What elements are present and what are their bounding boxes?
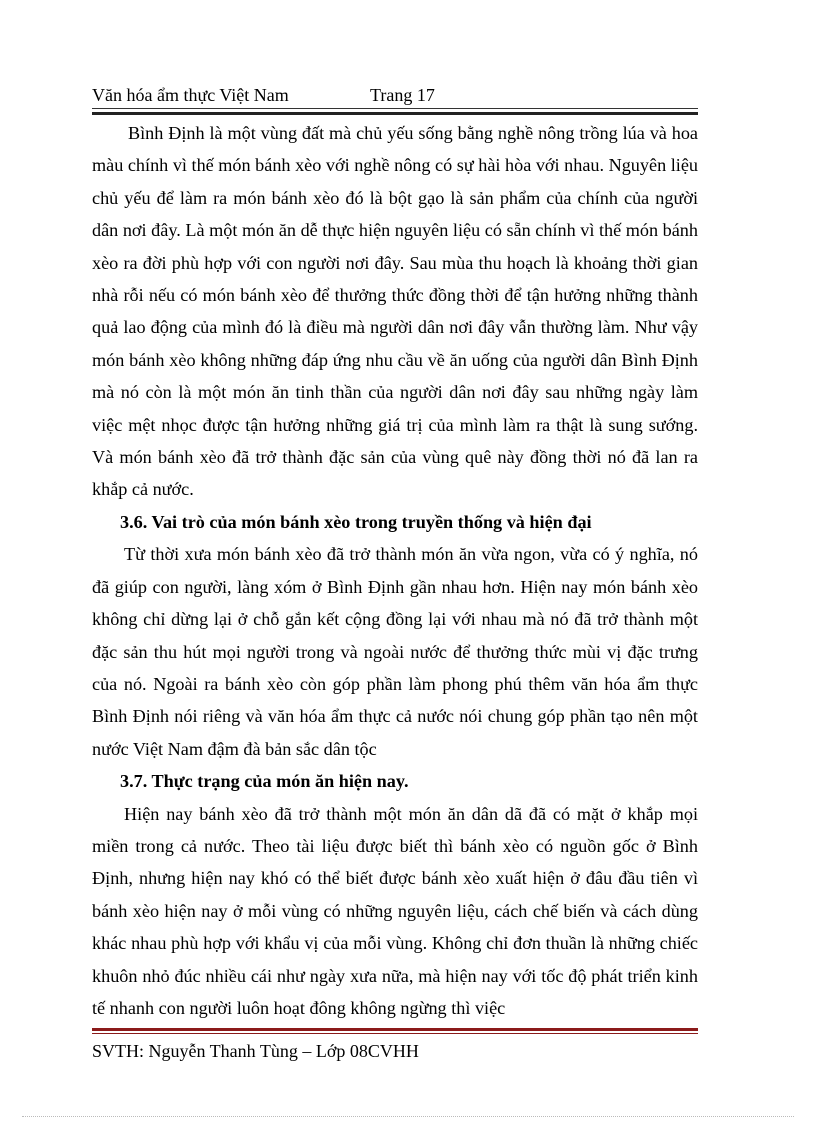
- header-rule-thin: [92, 108, 698, 109]
- document-title: Văn hóa ẩm thực Việt Nam: [92, 85, 289, 105]
- footer-rule-thick: [92, 1028, 698, 1031]
- section-heading-3-7: 3.7. Thực trạng của món ăn hiện nay.: [120, 771, 409, 792]
- footer-rule-thin: [92, 1033, 698, 1034]
- paragraph-role: Từ thời xưa món bánh xèo đã trở thành món ăn vừa ngon, vừa có ý nghĩa, nó đã giúp con người, làng xóm ở Bình Định gần nhau hơn. Hiện nay món bánh xèo không chỉ dừng lại ở chỗ gắn kết cộng đồng lại với nhau mà nó đã trở thành một đặc sản thu hút mọi người trong và ngoài nước để thưởng thức mùi vị đặc trưng của nó. Ngoài ra bánh xèo còn góp phần làm phong phú thêm văn hóa ẩm thực Bình Định nói riêng và văn hóa ẩm thực cả nước nói chung góp phần tạo nên một nước Việt Nam đậm đà bản sắc dân tộc: [92, 544, 698, 759]
- page-number: Trang 17: [370, 85, 435, 105]
- page-edge-divider: [22, 1116, 794, 1117]
- page-footer: SVTH: Nguyễn Thanh Tùng – Lớp 08CVHH: [92, 1041, 419, 1061]
- paragraph-binh-dinh: Bình Định là một vùng đất mà chủ yếu sống bằng nghề nông trồng lúa và hoa màu chính vì thế món bánh xèo với nghề nông có sự hài hòa với nhau. Nguyên liệu chủ yếu để làm ra món bánh xèo đó là bột gạo là sản phẩm của chính của người dân nơi đây. Là một món ăn dễ thực hiện nguyên liệu có sẵn chính vì thế món bánh xèo ra đời phù hợp với con người nơi đây. Sau mùa thu hoạch là khoảng thời gian nhà rỗi nếu có món bánh xèo để thưởng thức đồng thời để tận hưởng những thành quả lao động của mình đó là điều mà người dân nơi đây vẫn thường làm. Như vậy món bánh xèo không những đáp ứng nhu cầu về ăn uống của người dân Bình Định mà nó còn là một món ăn tinh thần của người dân nơi đây sau những ngày làm việc mệt nhọc được tận hưởng những giá trị của mình làm ra thật là sung sướng. Và món bánh xèo đã trở thành đặc sản của vùng quê này đồng thời nó đã lan ra khắp cả nước.: [92, 123, 698, 500]
- paragraph-current-state: Hiện nay bánh xèo đã trở thành một món ăn dân dã đã có mặt ở khắp mọi miền trong cả nước. Theo tài liệu được biết thì bánh xèo có nguồn gốc ở Bình Định, nhưng hiện nay khó có thể biết được bánh xèo xuất hiện ở đâu đầu tiên vì bánh xèo hiện nay ở mỗi vùng có những nguyên liệu, cách chế biến và cách dùng khác nhau phù hợp với khẩu vị của mỗi vùng. Không chỉ đơn thuần là những chiếc khuôn nhỏ đúc nhiều cái như ngày xưa nữa, mà hiện nay với tốc độ phát triển kinh tế nhanh con người luôn hoạt đông không ngừng thì việc: [92, 803, 698, 1018]
- section-heading-3-6: 3.6. Vai trò của món bánh xèo trong truyền thống và hiện đại: [120, 511, 592, 532]
- header-rule-thick: [92, 112, 698, 115]
- page-body: [92, 117, 698, 1024]
